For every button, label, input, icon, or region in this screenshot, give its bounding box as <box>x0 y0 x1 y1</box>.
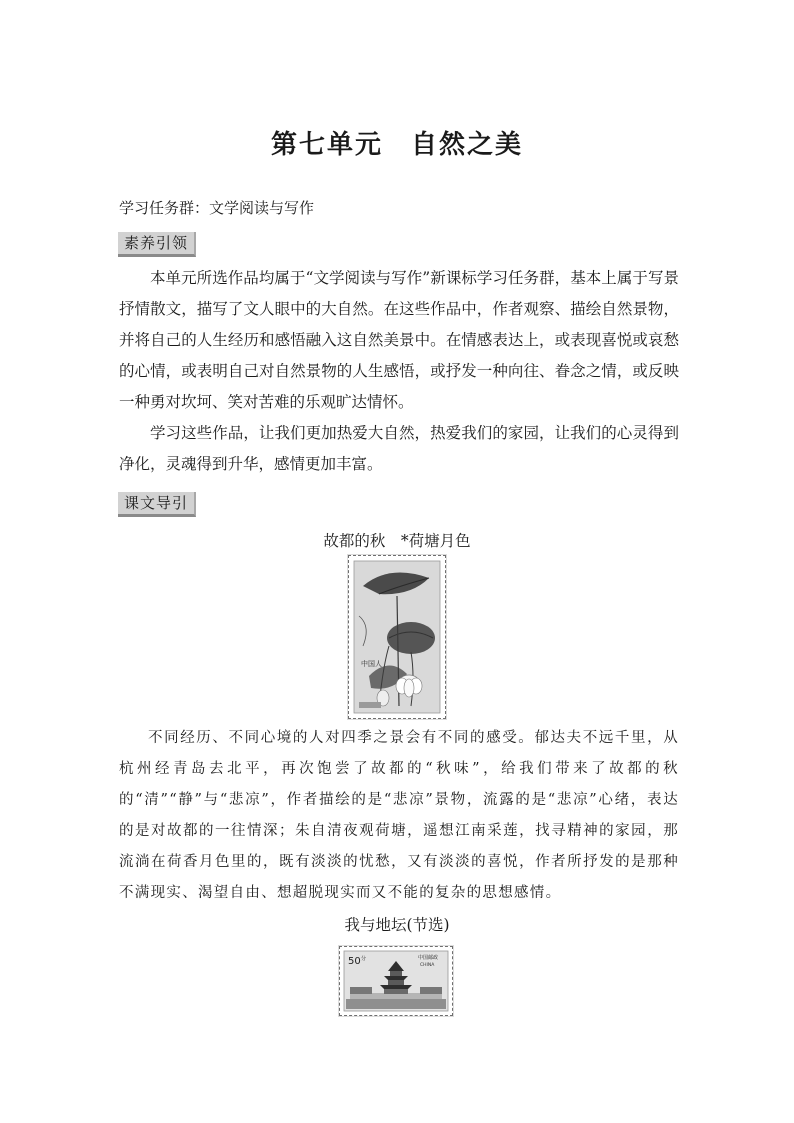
section-tag-lesson-guide <box>118 492 196 513</box>
lotus-stamp-image <box>349 556 445 718</box>
lotus-stamp-text: 中国人 <box>361 660 382 668</box>
stamp-brand: 中国邮政 <box>418 955 439 961</box>
lesson2-caption: 我与地坛(节选) <box>344 916 450 934</box>
section-tag-label: 素养引领 <box>118 232 196 257</box>
intro-paragraph-1: 本单元所选作品均属于“文学阅读与写作”新课标学习任务群，基本上属于写景抒情散文，描写了文人眼中的大自然。在这些作品中，作者观察、描绘自然景物，并将自己的人生经历和感悟融入这自然美景中。在情感表达上，或表现喜悦或哀愁的心情，或表明自己对自然景物的人生感悟，或抒发一种向往、眷念之情，或反映一种勇对坎坷、笑对苦难的乐观旷达情怀。 <box>119 269 679 411</box>
stamp-value-unit: 分 <box>361 956 367 962</box>
lesson1-description: 不同经历、不同心境的人对四季之景会有不同的感受。郁达夫不远千里，从杭州经青岛去北平，再次饱尝了故都的“秋味”，给我们带来了故都的秋的“清”“静”与“悲凉”，作者描绘的是“悲凉”景物，流露的是“悲凉”心绪，表达的是对故都的一往情深；朱自清夜观荷塘，遥想江南采莲，找寻精神的家园，那流淌在荷香月色里的，既有淡淡的忧愁，又有淡淡的喜悦，作者所抒发的是那种不满现实、渴望自由、想超脱现实而又不能的复杂的思想感情。 <box>119 730 679 901</box>
section-tag-label: 课文导引 <box>118 492 196 517</box>
task-group-subtitle: 学习任务群：文学阅读与写作 <box>119 199 315 217</box>
stamp-value: 50 <box>348 956 361 967</box>
page-title: 第七单元 自然之美 <box>270 130 523 160</box>
temple-stamp <box>339 946 453 1016</box>
section-tag-literacy <box>118 232 196 253</box>
stamp-country: CHINA <box>420 963 435 968</box>
intro-paragraph-2: 学习这些作品，让我们更加热爱大自然，热爱我们的家园，让我们的心灵得到净化，灵魂得到升华，感情更加丰富。 <box>119 424 679 473</box>
lotus-stamp <box>348 555 446 719</box>
lesson1-caption: 故都的秋 *荷塘月色 <box>323 532 471 550</box>
temple-stamp-image <box>340 947 452 1015</box>
